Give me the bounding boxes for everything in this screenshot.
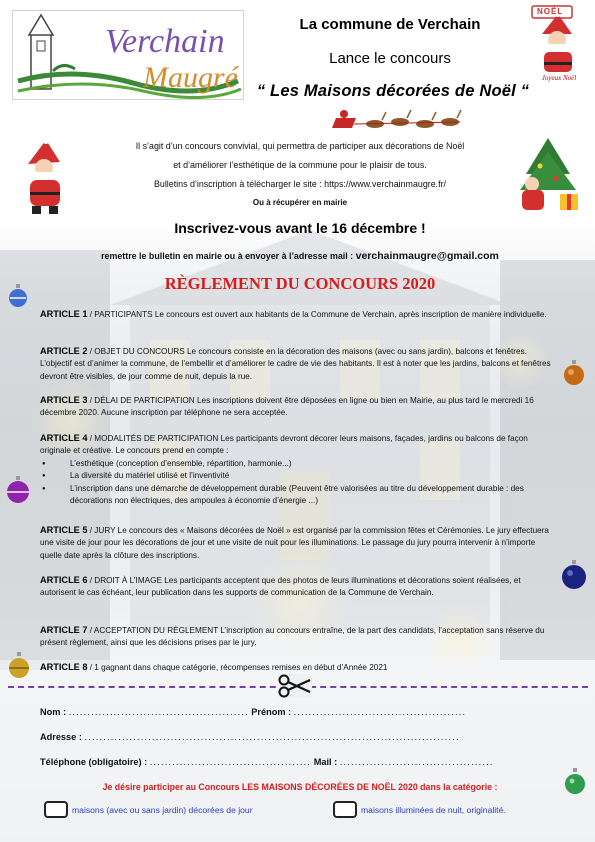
navy-ornament-icon [560, 560, 588, 590]
santa-sign-text: NOËL [537, 7, 564, 16]
article-5-label: ARTICLE 5 [40, 525, 88, 535]
article-8 [40, 661, 552, 674]
purple-ornament-icon [4, 476, 32, 504]
form-row-name [40, 707, 466, 717]
adresse-label: Adresse : [40, 732, 82, 742]
contact-email[interactable]: verchainmaugre@gmail.com [355, 250, 499, 262]
article-8-label: ARTICLE 8 [40, 662, 88, 672]
scissors-icon [278, 674, 312, 698]
intro-line-3[interactable]: Bulletins d’inscription à télécharger le site : https://www.verchainmaugre.fr/ [153, 179, 447, 189]
article-3 [40, 394, 552, 420]
article-7-text: / ACCEPTATION DU RÈGLEMENT L’inscription au concours entraîne, de la part des candidats, l’acceptation sans réserve du présent règlement, ainsi que les décisions prises par le jury. [40, 626, 545, 648]
criteria-item-1: ● L’esthétique (conception d’ensemble, répartition, harmonie...) [54, 458, 552, 470]
blue-ornament-icon [6, 284, 30, 308]
form-row-contact [40, 757, 494, 767]
nom-field[interactable]: ................................................ [68, 707, 249, 717]
criteria-item-3: ● L’inscription dans une démarche de développement durable (Peuvent être valorisées au titre du développement durable : des décorations non électriques, des ampoules à économie d’énergie ...) [54, 483, 552, 508]
criteria-item-2: ● La diversité du matériel utilisé et l’inventivité [54, 470, 552, 482]
checkbox-nuit[interactable] [333, 801, 357, 818]
article-1-text: / PARTICIPANTS Le concours est ouvert aux habitants de la Commune de Verchain, après inscription de manière individuelle. [87, 310, 547, 319]
remettre-text: remettre le bulletin en mairie ou à envoyer à l’adresse mail : [101, 251, 354, 261]
article-1 [40, 308, 552, 321]
intro-line-4: Ou à récupérer en mairie [252, 198, 348, 207]
article-7-label: ARTICLE 7 [40, 625, 88, 635]
title-maisons-decorees: “ Les Maisons décorées de Noël “ [256, 82, 530, 100]
article-6-text: / DROIT À L’IMAGE Les participants acceptent que des photos de leurs illuminations et décorations soient réalisées, et autorisent le cas échéant, leur publication dans les supports de communication de la Commune de Verchain. [40, 576, 521, 598]
article-7 [40, 624, 552, 650]
intro-line-2: et d’améliorer l’esthétique de la commune pour le plaisir de tous. [173, 160, 427, 170]
intro-line-1: Il s’agit d’un concours convivial, qui permettra de participer aux décorations de Noël [135, 141, 465, 151]
article-3-text: / DÉLAI DE PARTICIPATION Les inscriptions doivent être déposées en ligne ou bien en Mairie, au plus tard le mercredi 16 décembre 2020. Aucune inscription par téléphone ne sera acceptée. [40, 396, 534, 418]
telephone-field[interactable]: ........................................... [149, 757, 312, 767]
santa-caption: Joyeux Noël [541, 74, 577, 82]
option-jour-label: maisons (avec ou sans jardin) décorées de jour [72, 804, 253, 815]
article-4-label: ARTICLE 4 [40, 433, 88, 443]
checkbox-jour[interactable] [44, 801, 68, 818]
article-5 [40, 524, 552, 562]
article-5-text: / JURY Le concours des « Maisons décorées de Noël » est organisé par la commission fêtes et Cérémonies. Le jury effectuera une visite de jour pour les décorations de jour et une visite de nuit pour les illuminations. Le passage du jury pourra intervenir à n’importe quelle date après la clôture des inscriptions. [40, 526, 549, 560]
sleigh-reindeer-icon [330, 108, 470, 136]
nom-label: Nom : [40, 707, 67, 717]
article-4-text: / MODALITÉS DE PARTICIPATION Les participants devront décorer leurs maisons, façades, jardins ou balcons de façon originale et créative. Le concours prend en compte : [40, 434, 528, 456]
gold-ornament-icon [6, 652, 32, 680]
orange-ornament-icon [562, 360, 586, 386]
article-4 [40, 432, 552, 507]
inscription-deadline: Inscrivez-vous avant le 16 décembre ! [174, 220, 426, 236]
telephone-label: Téléphone (obligatoire) : [40, 757, 148, 767]
mail-field[interactable]: ......................................... [339, 757, 494, 767]
verchain-maugre-logo [12, 10, 244, 100]
remettre-line [40, 250, 560, 262]
green-ornament-icon [562, 768, 588, 796]
logo-text-verchain: Verchain [105, 23, 225, 60]
article-2-label: ARTICLE 2 [40, 346, 88, 356]
article-1-label: ARTICLE 1 [40, 309, 88, 319]
prenom-field[interactable]: .............................................. [293, 707, 467, 717]
option-nuit[interactable] [333, 801, 506, 818]
title-lance: Lance le concours [329, 50, 451, 67]
logo-text-maugre: Maugré [143, 61, 238, 94]
santa-top-right [528, 4, 590, 88]
article-2-text: / OBJET DU CONCOURS Le concours consiste en la décoration des maisons (avec ou sans jardin), balcons et fenêtres. L’objectif est d’animer la commune, de l’embellir et d’améliorer le cadre de vie des habitants. Il est à noter que les jardins, balcons et fenêtres devront être visibles, de jour comme de nuit, depuis la rue. [40, 347, 551, 381]
article-3-label: ARTICLE 3 [40, 395, 88, 405]
title-commune: La commune de Verchain [299, 16, 481, 33]
article-6-label: ARTICLE 6 [40, 575, 88, 585]
option-nuit-label: maisons illuminées de nuit, originalité. [361, 804, 506, 815]
reglement-title: RÈGLEMENT DU CONCOURS 2020 [164, 274, 436, 293]
form-row-address [40, 732, 460, 742]
santa-left-icon [18, 138, 74, 216]
article-4-criteria-list [40, 458, 552, 508]
article-6 [40, 574, 552, 600]
article-8-text: / 1 gagnant dans chaque catégorie, récompenses remises en début d’Année 2021 [87, 663, 388, 672]
article-2 [40, 345, 552, 383]
mail-label: Mail : [313, 757, 338, 767]
categorie-title: Je désire participer au Concours LES MAISONS DÉCORÉES DE NOËL 2020 dans la catégorie : [102, 782, 498, 792]
prenom-label: Prénom : [251, 707, 292, 717]
adresse-field[interactable]: .................................................................................................... [84, 732, 460, 742]
option-jour[interactable] [44, 801, 253, 818]
